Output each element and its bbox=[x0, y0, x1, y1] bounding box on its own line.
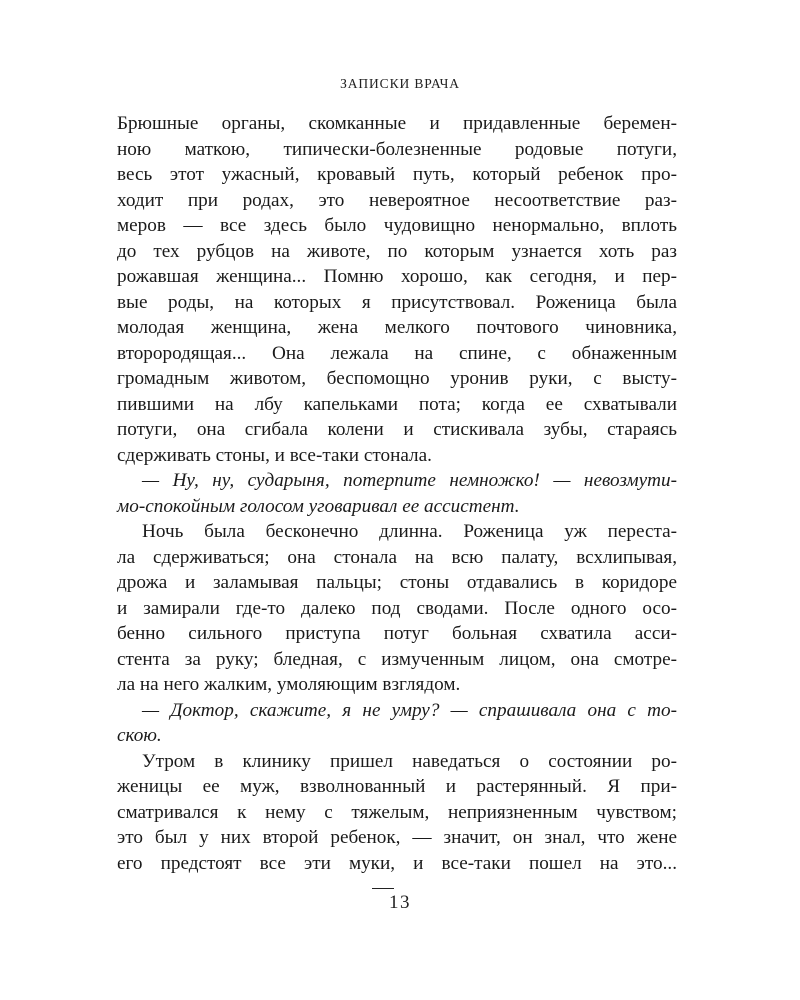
text-line: мо-спокойным голосом уговаривал ее ассистент. bbox=[117, 495, 520, 517]
text-line: дрожа и заламывая пальцы; стоны отдавались в коридоре bbox=[117, 572, 677, 593]
text-line: молодая женщина, жена мелкого почтового чиновника, bbox=[117, 317, 677, 338]
text-line: Утром в клинику пришел наведаться о состоянии ро- bbox=[142, 750, 677, 772]
text-line: до тех рубцов на животе, по которым узнается хоть раз bbox=[117, 240, 677, 262]
text-line: — Доктор, скажите, я не умру? — спрашивала она с то- bbox=[142, 699, 677, 721]
text-line: весь этот ужасный, кровавый путь, который ребенок про- bbox=[117, 164, 677, 185]
body-text bbox=[117, 111, 677, 876]
text-line: сдерживать стоны, и все-таки стонала. bbox=[117, 444, 432, 466]
text-line: и замирали где-то далеко под сводами. После одного осо- bbox=[117, 597, 677, 619]
text-line: вые роды, на которых я присутствовал. Роженица была bbox=[117, 291, 677, 313]
text-line: стента за руку; бледная, с измученным лицом, она смотре- bbox=[117, 648, 677, 670]
text-line: ходит при родах, это невероятное несоответствие раз- bbox=[117, 189, 677, 211]
text-line: меров — все здесь было чудовищно ненормально, вплоть bbox=[117, 215, 677, 236]
text-line: сматривался к нему с тяжелым, неприязненным чувством; bbox=[117, 801, 677, 823]
text-line: ла сдерживаться; она стонала на всю палату, всхлипывая, bbox=[117, 546, 677, 568]
text-line: громадным животом, беспомощно уронив руки, с высту- bbox=[117, 368, 677, 389]
text-line: рожавшая женщина... Помню хорошо, как сегодня, и пер- bbox=[117, 266, 677, 287]
text-line: ла на него жалким, умоляющим взглядом. bbox=[117, 674, 461, 695]
page-number: 13 bbox=[389, 892, 411, 913]
text-line: Ночь была бесконечно длинна. Роженица уж переста- bbox=[142, 521, 677, 542]
text-line: второродящая... Она лежала на спине, с обнаженным bbox=[117, 342, 677, 364]
text-line: скою. bbox=[117, 725, 162, 746]
text-line: бенно сильного приступа потуг больная схватила асси- bbox=[117, 623, 677, 644]
text-line: пившими на лбу капельками пота; когда ее схватывали bbox=[117, 393, 677, 415]
text-line: это был у них второй ребенок, — значит, он знал, что жене bbox=[117, 827, 677, 848]
text-line: ною маткою, типически-болезненные родовые потуги, bbox=[117, 138, 677, 160]
text-line: — Ну, ну, сударыня, потерпите немножко! — невозмути- bbox=[142, 470, 677, 491]
text-line: его предстоят все эти муки, и все-таки пошел на это... bbox=[117, 852, 677, 874]
text-line: женицы ее муж, взволнованный и растерянный. Я при- bbox=[117, 776, 677, 797]
text-line: потуги, она сгибала колени и стискивала зубы, стараясь bbox=[117, 419, 677, 440]
folio-rule bbox=[372, 888, 394, 889]
text-line: Брюшные органы, скомканные и придавленные беремен- bbox=[117, 113, 677, 134]
running-head: ЗАПИСКИ ВРАЧА bbox=[340, 76, 460, 91]
